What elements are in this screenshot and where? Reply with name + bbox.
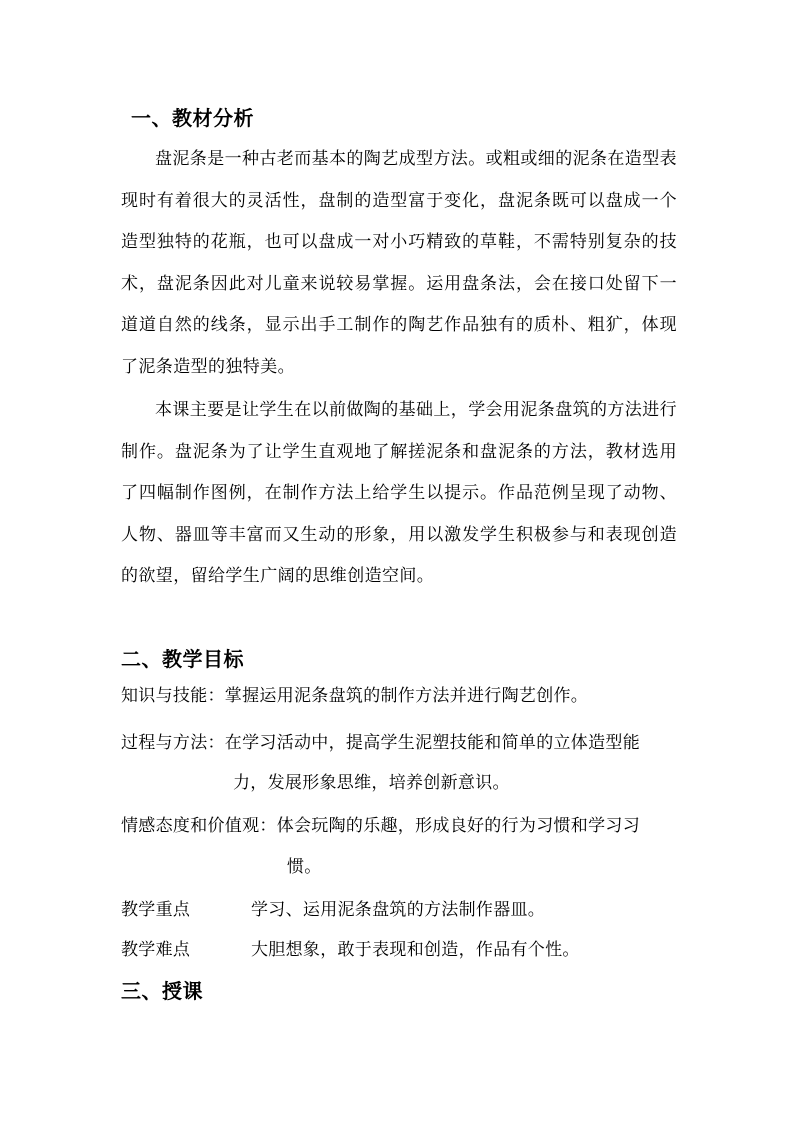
- goal-process-methods-line1: 过程与方法：在学习活动中，提高学生泥塑技能和简单的立体造型能: [121, 733, 640, 753]
- teaching-difficulty-label: 教学难点: [121, 940, 191, 960]
- section-heading-lesson: 三、授课: [121, 979, 203, 1003]
- paragraph-textbook-analysis-2: 本课主要是让学生在以前做陶的基础上，学会用泥条盘筑的方法进行制作。盘泥条为了让学生直观地了解搓泥条和盘泥条的方法，教材选用了四幅制作图例，在制作方法上给学生以提示。作品范例呈现了动物、人物、器皿等丰富而又生动的形象，用以激发学生积极参与和表现创造的欲望，留给学生广阔的思维创造空间。: [121, 400, 677, 586]
- goal-process-methods-line2: 力，发展形象思维，培养创新意识。: [233, 773, 510, 793]
- paragraph-textbook-analysis-1: 盘泥条是一种古老而基本的陶艺成型方法。或粗或细的泥条在造型表现时有着很大的灵活性，盘制的造型富于变化，盘泥条既可以盘成一个造型独特的花瓶，也可以盘成一对小巧精致的草鞋，不需特别复杂的技术，盘泥条因此对儿童来说较易掌握。运用盘条法，会在接口处留下一道道自然的线条，显示出手工制作的陶艺作品独有的质朴、粗犷，体现了泥条造型的独特美。: [121, 149, 677, 377]
- section-heading-teaching-goals: 二、教学目标: [121, 647, 244, 671]
- teaching-difficulty-text: 大胆想象，敢于表现和创造，作品有个性。: [251, 940, 580, 960]
- teaching-key-point-text: 学习、运用泥条盘筑的方法制作器皿。: [251, 900, 546, 920]
- goal-knowledge-skills: 知识与技能：掌握运用泥条盘筑的制作方法并进行陶艺创作。: [121, 686, 589, 706]
- teaching-key-point-label: 教学重点: [121, 900, 191, 920]
- goal-emotion-values-line1: 情感态度和价值观：体会玩陶的乐趣，形成良好的行为习惯和学习习: [121, 816, 640, 836]
- section-heading-textbook-analysis: 一、教材分析: [131, 106, 254, 130]
- goal-emotion-values-line2: 惯。: [287, 857, 322, 877]
